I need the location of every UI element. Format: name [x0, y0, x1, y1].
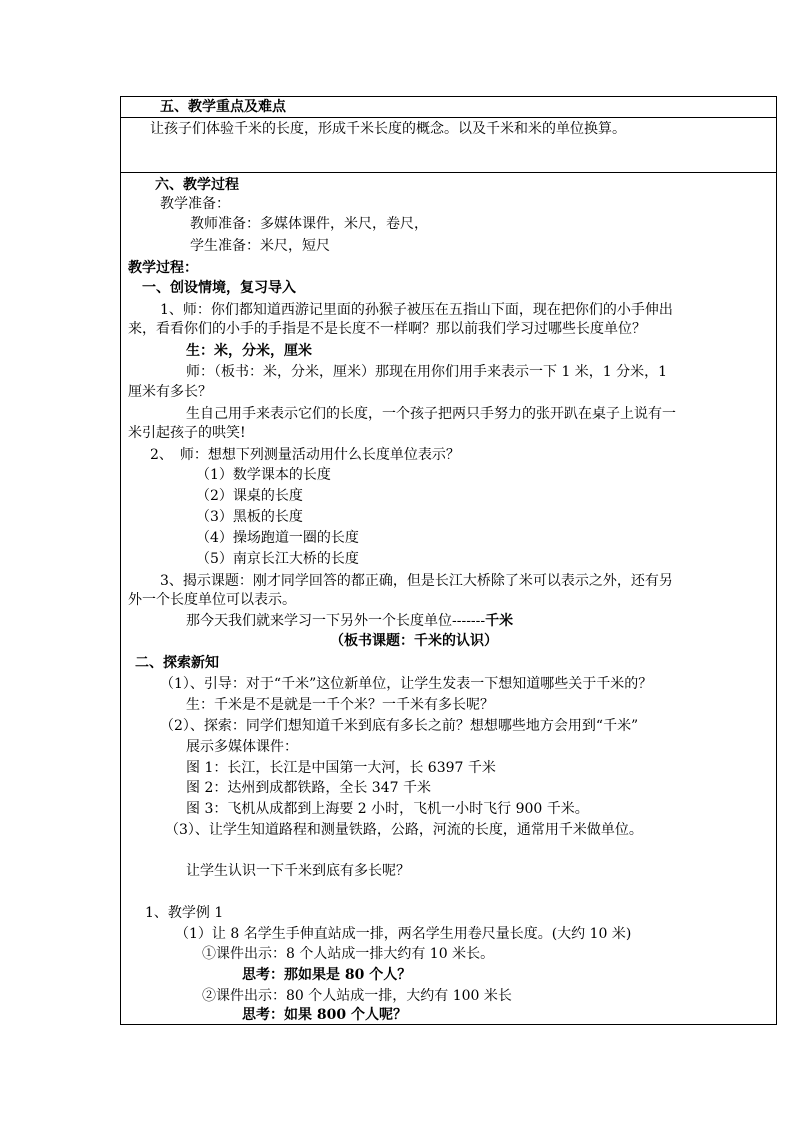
paragraph: 厘米有多长？: [128, 384, 212, 400]
student-prep: 学生准备：米尺，短尺: [190, 238, 330, 254]
paragraph: （2）、探索：同学们想知道千米到底有多长之前？想想哪些地方会用到“千米”: [160, 718, 639, 734]
paragraph: [186, 612, 513, 630]
unit-text: 千米: [485, 613, 514, 629]
list-item: （5）南京长江大桥的长度: [196, 551, 359, 567]
paragraph: 1、师：你们都知道西游记里面的孙猴子被压在五指山下面，现在把你们的小手伸出: [160, 302, 673, 318]
row-divider: [121, 117, 776, 118]
list-item: （3）黑板的长度: [196, 509, 303, 525]
list-item: （4）操场跑道一圈的长度: [196, 530, 359, 546]
paragraph: 米引起孩子的哄笑!: [128, 425, 246, 441]
paragraph: （3）、让学生知道路程和测量铁路，公路，河流的长度，通常用千米做单位。: [165, 822, 643, 838]
part2-title: 二、探索新知: [135, 655, 219, 671]
paragraph: 外一个长度单位可以表示。: [128, 592, 296, 608]
paragraph: 图 2：达州到成都铁路，全长 347 千米: [186, 780, 431, 796]
paragraph: 展示多媒体课件：: [186, 739, 298, 755]
board-title: （板书课题：千米的认识）: [330, 633, 498, 649]
paragraph: ②课件出示：80 个人站成一排，大约有 100 米长: [202, 988, 512, 1004]
list-item: （2）课桌的长度: [196, 488, 303, 504]
paragraph: 图 3：飞机从成都到上海要 2 小时，飞机一小时飞行 900 千米。: [186, 801, 589, 817]
paragraph: 让学生认识一下千米到底有多长呢？: [186, 863, 410, 879]
paragraph: 2、 师：想想下列测量活动用什么长度单位表示？: [150, 447, 460, 463]
think-question: 思考：那如果是 80 个人？: [242, 967, 412, 983]
paragraph: ①课件出示：8 个人站成一排大约有 10 米长。: [202, 946, 495, 962]
teacher-prep: 教师准备：多媒体课件，米尺，卷尺，: [190, 216, 428, 232]
row-divider: [121, 172, 776, 173]
paragraph: 师：（板书：米，分米，厘米）那现在用你们用手来表示一下 1 米，1 分米，1: [186, 364, 668, 380]
paragraph: 生：千米是不是就是一千个米？一千米有多长呢？: [186, 697, 494, 713]
section5-title: 五、教学重点及难点: [160, 99, 286, 115]
paragraph: （1）、引导：对于“千米”这位新单位，让学生发表一下想知道哪些关于千米的？: [160, 676, 653, 692]
think-question: 思考：如果 800 个人呢？: [242, 1007, 407, 1023]
process-title: 教学过程：: [128, 260, 198, 276]
paragraph: （1）让 8 名学生手伸直站成一排，两名学生用卷尺量长度。(大约 10 米): [175, 926, 632, 942]
list-item: （1）数学课本的长度: [196, 467, 331, 483]
paragraph: 3、揭示课题：刚才同学回答的都正确，但是长江大桥除了米可以表示之外，还有另: [160, 573, 673, 589]
section5-text: 让孩子们体验千米的长度，形成千米长度的概念。以及千米和米的单位换算。: [150, 121, 626, 137]
section6-title: 六、教学过程: [155, 177, 239, 193]
paragraph: 生自己用手来表示它们的长度，一个孩子把两只手努力的张开趴在桌子上说有一: [186, 406, 676, 422]
part1-title: 一、创设情境，复习导入: [142, 280, 296, 296]
paragraph-text: 那今天我们就来学习一下另外一个长度单位-------: [186, 613, 486, 629]
prep-title: 教学准备：: [160, 196, 230, 212]
example-title: 1、教学例 1: [145, 905, 224, 921]
paragraph: 图 1：长江，长江是中国第一大河，长 6397 千米: [186, 760, 496, 776]
paragraph: 来，看看你们的小手的手指是不是长度不一样啊？那以前我们学习过哪些长度单位？: [128, 321, 646, 337]
student-answer: 生：米，分米，厘米: [186, 343, 312, 359]
